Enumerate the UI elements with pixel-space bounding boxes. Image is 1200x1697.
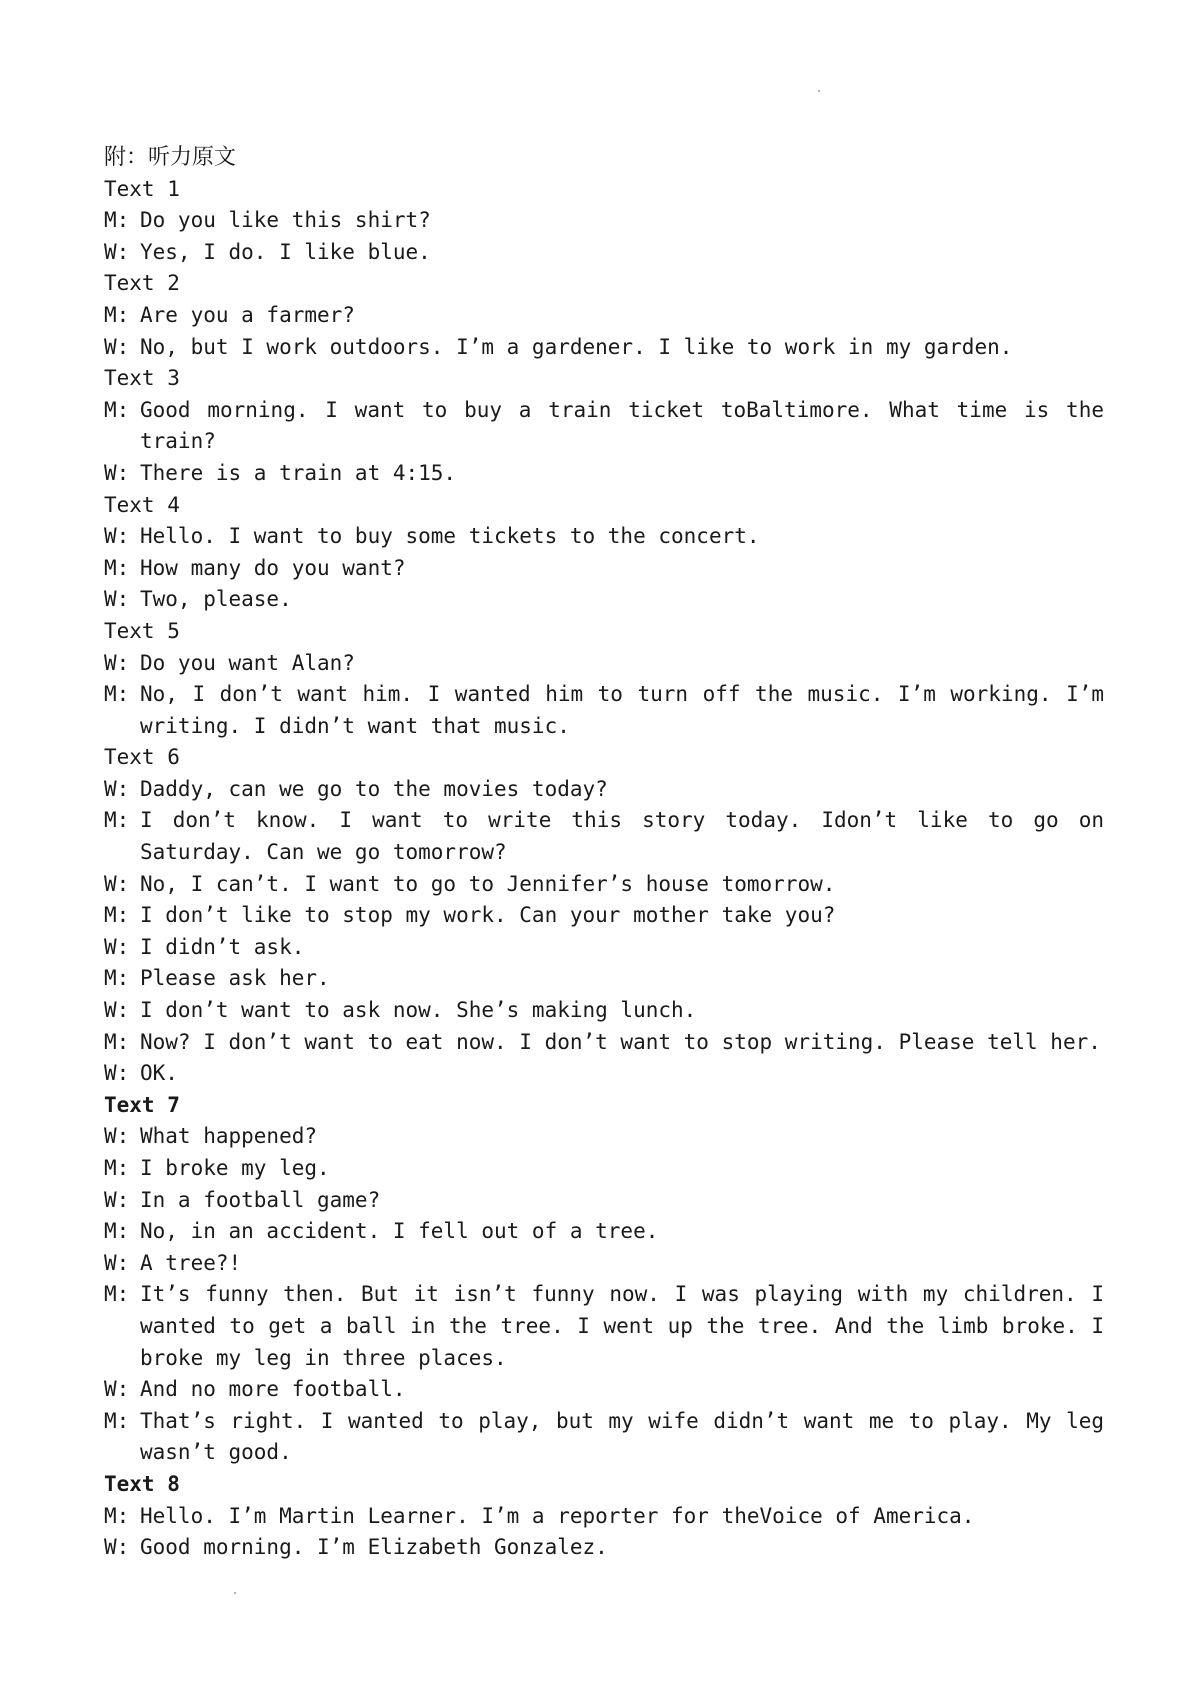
dialogue-line [104, 237, 1104, 269]
dialogue-line [104, 648, 1104, 680]
dialogue-line [104, 869, 1104, 901]
utterance-text: I broke my leg. [140, 1156, 330, 1180]
utterance-text: Good morning. I’m Elizabeth Gonzalez. [140, 1535, 608, 1560]
utterance-text: OK. [140, 1061, 178, 1086]
dialogue-line [104, 774, 1104, 806]
dialogue-line [104, 1248, 1104, 1280]
speaker-label: M: [104, 208, 130, 233]
utterance-text: What happened? [140, 1124, 318, 1149]
utterance-text: Do you like this shirt? [140, 208, 431, 233]
dialogue-line [104, 1501, 1104, 1533]
text-title: Text 7 [104, 1092, 180, 1117]
speaker-label: M: [104, 682, 130, 707]
utterance-text: Hello. I want to buy some tickets to the concert. [140, 524, 760, 549]
utterance-text: Do you want Alan? [140, 650, 355, 675]
speck-bottom [234, 1592, 236, 1594]
speaker-label: M: [104, 1219, 130, 1244]
speck-top [818, 90, 820, 92]
page-heading: 附：听力原文 [104, 145, 237, 170]
text-section [104, 742, 1104, 1090]
utterance-text: Now? I don’t want to eat now. I don’t want to stop writing. Please tell her. [140, 1029, 1101, 1054]
utterance-text: Please ask her. [140, 966, 330, 991]
speaker-label: W: [104, 934, 130, 959]
speaker-label: W: [104, 650, 130, 675]
speaker-label: W: [104, 524, 130, 549]
speaker-label: M: [104, 903, 130, 928]
text-section [104, 490, 1104, 616]
speaker-label: M: [104, 808, 130, 833]
utterance-text: Good morning. I want to buy a train ticket toBaltimore. What time is the train? [140, 397, 1104, 454]
utterance-text: A tree?! [140, 1250, 242, 1275]
speaker-label: W: [104, 776, 130, 801]
dialogue-line [104, 1185, 1104, 1217]
utterance-text: I didn’t ask. [140, 934, 305, 959]
dialogue-line [104, 1374, 1104, 1406]
speaker-label: W: [104, 334, 130, 359]
utterance-text: Yes, I do. I like blue. [140, 239, 431, 264]
transcript-texts [104, 174, 1104, 1564]
speaker-label: W: [104, 1250, 130, 1275]
utterance-text: I don’t know. I want to write this story today. Idon’t like to go on Saturday. Can we go tomorrow? [140, 808, 1104, 865]
speaker-label: W: [104, 1124, 130, 1149]
dialogue-line [104, 521, 1104, 553]
dialogue-line [104, 963, 1104, 995]
utterance-text: Hello. I’m Martin Learner. I’m a reporter for theVoice of America. [140, 1503, 975, 1528]
transcript-page [104, 142, 1104, 1564]
text-title: Text 3 [104, 366, 180, 391]
utterance-text: Two, please. [140, 587, 292, 612]
dialogue-line [104, 458, 1104, 490]
speaker-label: W: [104, 460, 130, 485]
speaker-label: W: [104, 587, 130, 612]
dialogue-line [104, 932, 1104, 964]
speaker-label: W: [104, 1377, 130, 1402]
dialogue-line [104, 1027, 1104, 1059]
dialogue-line [104, 900, 1104, 932]
speaker-label: M: [104, 1408, 130, 1433]
speaker-label: M: [104, 555, 130, 580]
utterance-text: There is a train at 4:15. [140, 460, 457, 485]
utterance-text: How many do you want? [140, 555, 406, 580]
speaker-label: M: [104, 1029, 130, 1054]
dialogue-line [104, 1153, 1104, 1185]
utterance-text: Daddy, can we go to the movies today? [140, 776, 608, 801]
utterance-text: No, I don’t want him. I wanted him to turn off the music. I’m working. I’m writing. I didn’t want that music. [140, 682, 1104, 738]
utterance-text: In a football game? [140, 1187, 381, 1212]
utterance-text: I don’t want to ask now. She’s making lunch. [140, 998, 697, 1023]
speaker-label: M: [104, 1282, 130, 1307]
dialogue-line [104, 995, 1104, 1027]
speaker-label: W: [104, 1535, 130, 1560]
dialogue-line [104, 395, 1104, 458]
utterance-text: No, but I work outdoors. I’m a gardener. I like to work in my garden. [140, 334, 1013, 359]
dialogue-line [104, 1532, 1104, 1564]
dialogue-line [104, 1279, 1104, 1374]
dialogue-line [104, 1406, 1104, 1469]
speaker-label: M: [104, 1156, 130, 1180]
dialogue-line [104, 205, 1104, 237]
utterance-text: Are you a farmer? [140, 302, 355, 327]
text-title: Text 5 [104, 618, 180, 643]
speaker-label: W: [104, 239, 130, 264]
text-section [104, 1469, 1104, 1564]
text-section [104, 1090, 1104, 1469]
utterance-text: No, in an accident. I fell out of a tree. [140, 1219, 659, 1244]
dialogue-line [104, 805, 1104, 868]
speaker-label: M: [104, 302, 130, 327]
text-title: Text 2 [104, 271, 180, 296]
utterance-text: And no more football. [140, 1377, 406, 1402]
utterance-text: It’s funny then. But it isn’t funny now. I was playing with my children. I wanted to get a ball in the tree. I went up the tree. And the limb broke. I broke my leg in three places. [140, 1282, 1104, 1370]
dialogue-line [104, 1058, 1104, 1090]
text-title: Text 8 [104, 1471, 180, 1496]
text-section [104, 363, 1104, 489]
utterance-text: That’s right. I wanted to play, but my wife didn’t want me to play. My leg wasn’t good. [140, 1408, 1104, 1465]
dialogue-line [104, 1121, 1104, 1153]
dialogue-line [104, 1216, 1104, 1248]
text-title: Text 1 [104, 176, 180, 201]
speaker-label: W: [104, 1187, 130, 1212]
speaker-label: M: [104, 1503, 130, 1528]
speaker-label: W: [104, 1061, 130, 1086]
dialogue-line [104, 584, 1104, 616]
dialogue-line [104, 332, 1104, 364]
text-section [104, 174, 1104, 269]
utterance-text: No, I can’t. I want to go to Jennifer’s house tomorrow. [140, 871, 836, 896]
text-section [104, 268, 1104, 363]
text-title: Text 4 [104, 492, 180, 517]
dialogue-line [104, 300, 1104, 332]
speaker-label: M: [104, 966, 130, 991]
speaker-label: W: [104, 871, 130, 896]
text-section [104, 616, 1104, 742]
text-title: Text 6 [104, 745, 180, 770]
utterance-text: I don’t like to stop my work. Can your mother take you? [140, 903, 836, 928]
dialogue-line [104, 679, 1104, 742]
speaker-label: M: [104, 397, 130, 422]
dialogue-line [104, 553, 1104, 585]
speaker-label: W: [104, 998, 130, 1023]
